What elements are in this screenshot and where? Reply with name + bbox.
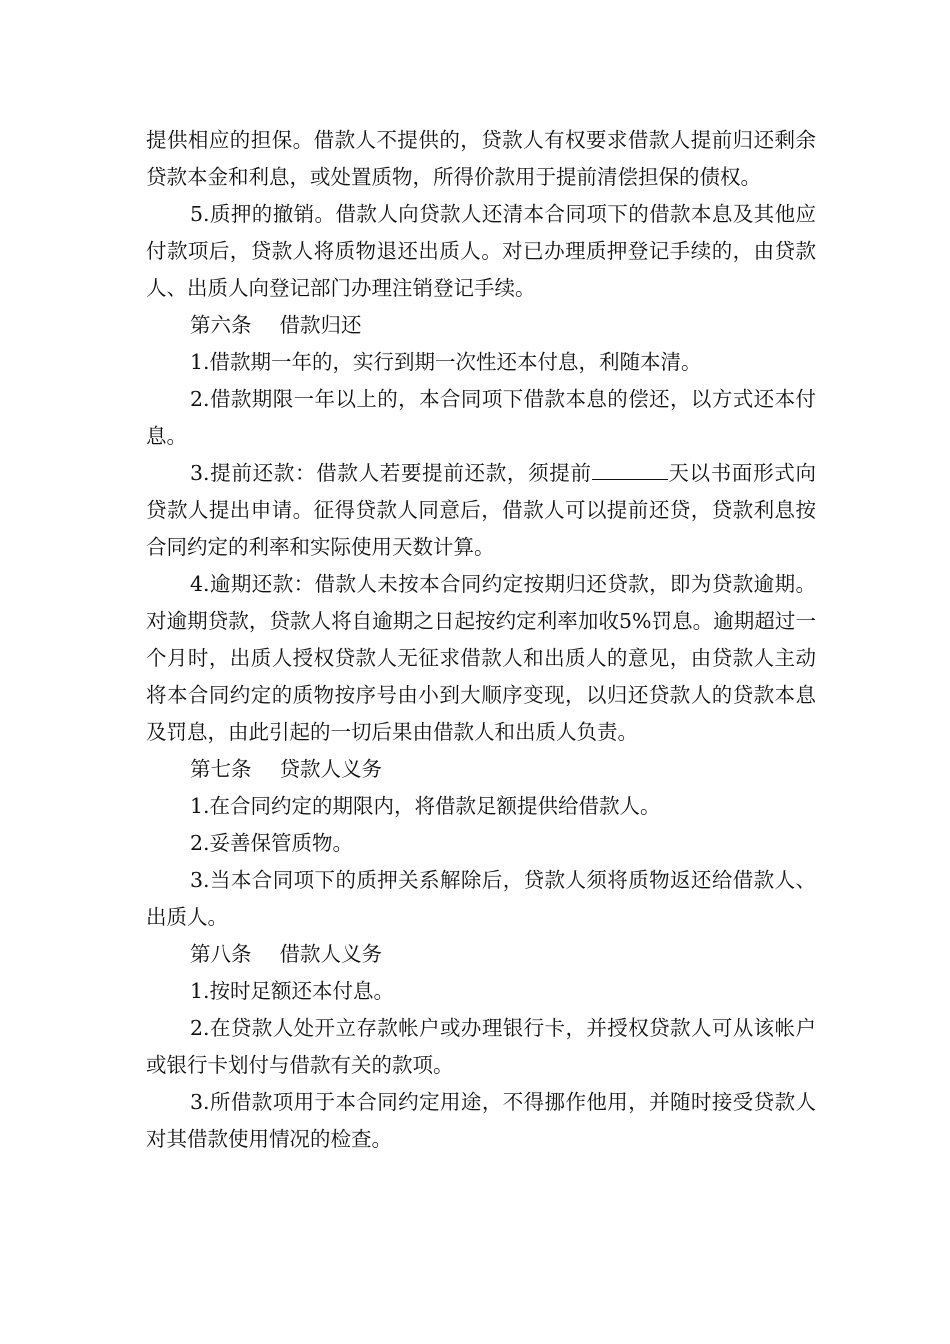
clause-6-4: 4.逾期还款：借款人未按本合同约定按期归还贷款，即为贷款逾期。对逾期贷款，贷款人将自逾期之日起按约定利率加收5%罚息。逾期超过一个月时，出质人授权贷款人无征求借款人和出质人的意见，由贷款人主动将本合同约定的质物按序号由小到大顺序变现，以归还贷款人的贷款本息及罚息，由此引起的一切后果由借款人和出质人负责。 bbox=[146, 572, 816, 744]
fill-in-blank-days[interactable] bbox=[592, 459, 668, 481]
clause-8-1: 1.按时足额还本付息。 bbox=[190, 979, 395, 1003]
article-7-heading bbox=[146, 751, 816, 788]
paragraph: 提供相应的担保。借款人不提供的，贷款人有权要求借款人提前归还剩余贷款本金和利息，或处置质物，所得价款用于提前清偿担保的债权。 bbox=[146, 128, 816, 189]
article-6-heading bbox=[146, 307, 816, 344]
clause-7-3: 3.当本合同项下的质押关系解除后，贷款人须将质物返还给借款人、出质人。 bbox=[146, 868, 816, 929]
article-title: 借款人义务 bbox=[279, 942, 382, 966]
clause-8-2: 2.在贷款人处开立存款帐户或办理银行卡，并授权贷款人可从该帐户或银行卡划付与借款有关的款项。 bbox=[146, 1016, 816, 1077]
clause-6-1: 1.借款期一年的，实行到期一次性还本付息，利随本清。 bbox=[190, 350, 702, 374]
clause-7-1: 1.在合同约定的期限内，将借款足额提供给借款人。 bbox=[190, 794, 661, 818]
article-number: 第七条 bbox=[190, 757, 252, 781]
clause-6-3-part-1: 3.提前还款：借款人若要提前还款，须提前 bbox=[190, 461, 592, 485]
clause-6-3 bbox=[146, 455, 816, 566]
clause-7-2: 2.妥善保管质物。 bbox=[190, 831, 354, 855]
clause-8-3: 3.所借款项用于本合同约定用途，不得挪作他用，并随时接受贷款人对其借款使用情况的检查。 bbox=[146, 1090, 816, 1151]
article-8-heading bbox=[146, 936, 816, 973]
document-body bbox=[146, 122, 816, 1158]
article-number: 第六条 bbox=[190, 313, 252, 337]
clause-6-2: 2.借款期限一年以上的，本合同项下借款本息的偿还，以方式还本付息。 bbox=[146, 387, 816, 448]
article-title: 贷款人义务 bbox=[279, 757, 382, 781]
article-title: 借款归还 bbox=[279, 313, 362, 337]
article-number: 第八条 bbox=[190, 942, 252, 966]
paragraph-pledge-cancellation: 5.质押的撤销。借款人向贷款人还清本合同项下的借款本息及其他应付款项后，贷款人将质物退还出质人。对已办理质押登记手续的，由贷款人、出质人向登记部门办理注销登记手续。 bbox=[146, 202, 816, 300]
clause-6-3-part-2: 天以书面形式向贷款人提出申请。征得贷款人同意后，借款人可以提前还贷，贷款利息按合同约定的利率和实际使用天数计算。 bbox=[146, 461, 817, 559]
